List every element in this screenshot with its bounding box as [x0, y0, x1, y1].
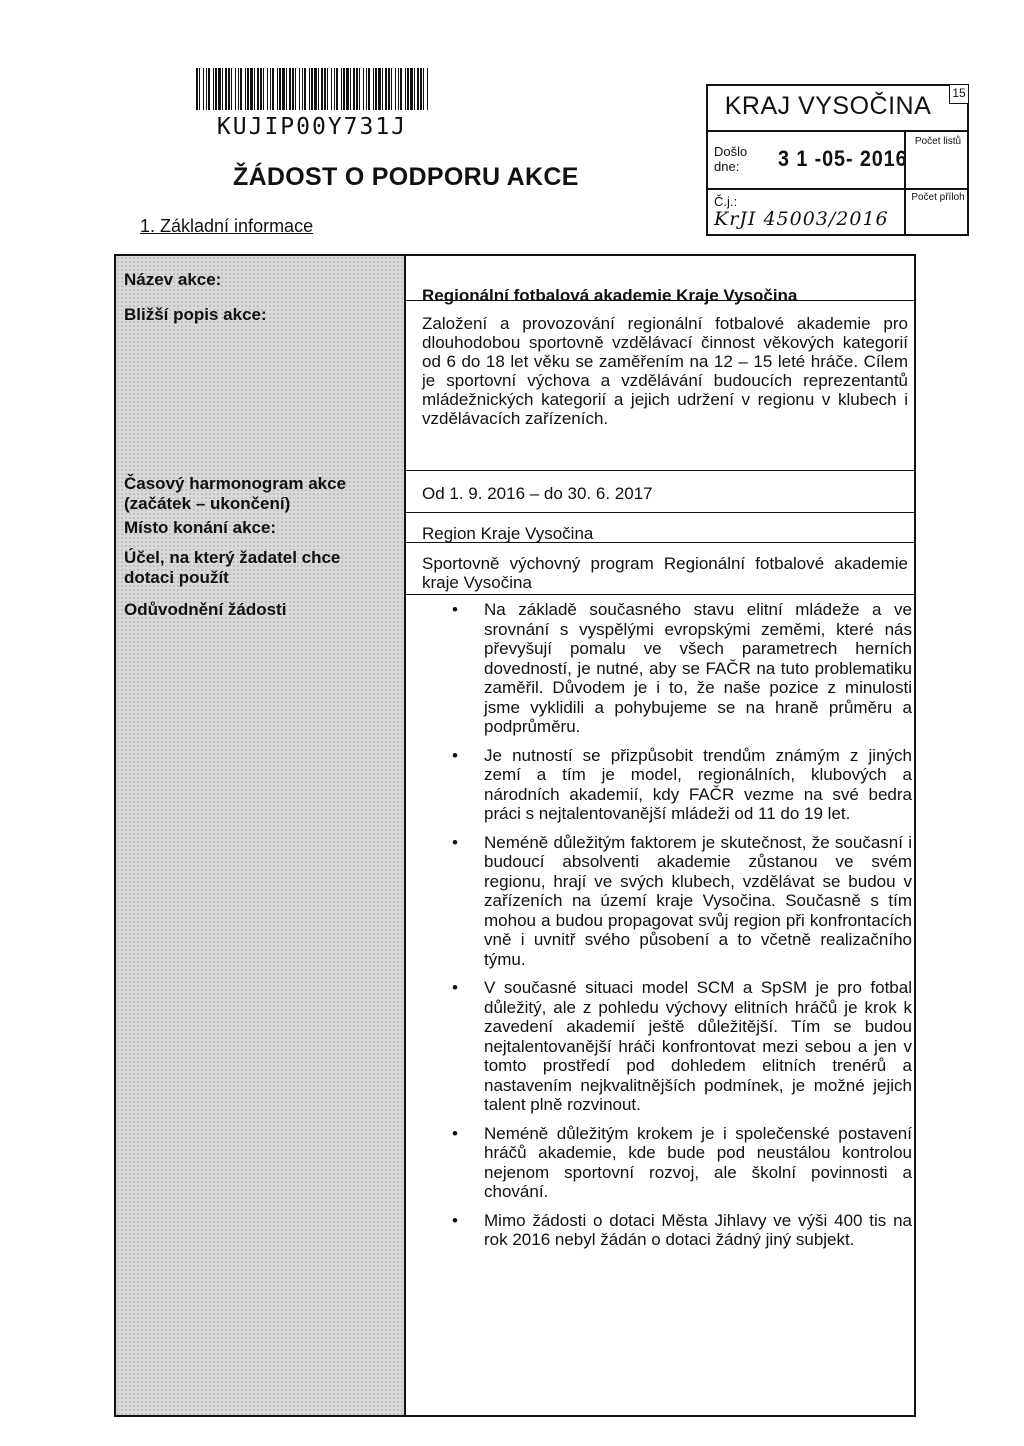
- barcode-bar: [304, 68, 306, 110]
- row-divider: [406, 512, 916, 513]
- barcode-bar: [359, 68, 360, 110]
- bullet-icon: •: [452, 1210, 458, 1230]
- label-column: [116, 256, 406, 1415]
- registry-stamp: [706, 84, 969, 236]
- justification-list: [422, 600, 912, 1259]
- schedule-value: Od 1. 9. 2016 – do 30. 6. 2017: [422, 484, 653, 503]
- barcode-bar: [414, 68, 415, 110]
- barcode-bar: [378, 68, 381, 110]
- barcode-bar: [295, 68, 296, 110]
- label-purpose: Účel, na který žadatel chce: [124, 548, 341, 567]
- list-item: • Mimo žádosti o dotaci Města Jihlavy ve výši 400 tis na rok 2016 nebyl žádán o dotaci žádný jiný subjekt.: [452, 1210, 912, 1249]
- label-event-description: Bližší popis akce:: [124, 305, 267, 324]
- barcode-bar: [314, 68, 317, 110]
- row-divider: [406, 594, 916, 595]
- barcode-bar: [324, 68, 326, 110]
- barcode-bar: [247, 68, 249, 110]
- stamp-authority: KRAJ VYSOČINA: [724, 92, 932, 120]
- barcode-bar: [427, 68, 428, 110]
- barcode-bar: [289, 68, 291, 110]
- barcode-bar: [363, 68, 364, 110]
- barcode-bar: [199, 68, 200, 110]
- barcode-bar: [311, 68, 313, 110]
- row-divider: [406, 470, 916, 471]
- barcode-bar: [334, 68, 335, 110]
- barcode-bar: [250, 68, 253, 110]
- label-justification: Odůvodnění žádosti: [124, 600, 287, 619]
- barcode-bar: [353, 68, 355, 110]
- barcode-bar: [366, 68, 367, 110]
- barcode-bar: [245, 68, 246, 110]
- stamp-sheets-label: Počet listů: [914, 136, 962, 147]
- stamp-divider: [708, 188, 967, 190]
- label-schedule: Časový harmonogram akce: [124, 474, 347, 493]
- barcode-bar: [382, 68, 383, 110]
- barcode-bar: [222, 68, 223, 110]
- barcode-bar: [405, 68, 406, 110]
- barcode-code: KUJIP00Y731J: [216, 114, 408, 140]
- barcode-bar: [240, 68, 242, 110]
- barcode-bar: [299, 68, 300, 110]
- document-title: ŽÁDOST O PODPORU AKCE: [233, 163, 579, 191]
- stamp-divider: [708, 130, 967, 132]
- barcode-bar: [417, 68, 419, 110]
- barcode-bar: [302, 68, 303, 110]
- barcode-bar: [228, 68, 230, 110]
- purpose-value: Sportovně výchovný program Regionální fotbalové akademie kraje Vysočina: [422, 554, 908, 592]
- barcode-bar: [263, 68, 264, 110]
- barcode-bar: [270, 68, 271, 110]
- stamp-ref-label: Č.j.:: [714, 194, 738, 209]
- barcode-bar: [279, 68, 281, 110]
- list-item: • Neméně důležitým faktorem je skutečnost, že současní i budoucí absolventi akademie zůstanou ve svém regionu, hrají ve svých klubech, vzdělávat se budou v zařízeních na území kraje Vysočina. Současně s tím mohou a budou propagovat svůj region při konfrontacích vně i uvnitř svého působení a to včetně realizačního týmu.: [452, 832, 912, 969]
- stamp-attachments-label: Počet příloh: [911, 192, 965, 203]
- barcode-bar: [213, 68, 214, 110]
- barcode-bar: [368, 68, 370, 110]
- barcode-bar: [341, 68, 342, 110]
- stamp-received-label: Došlo dne:: [714, 144, 748, 174]
- venue-value: Region Kraje Vysočina: [422, 524, 594, 543]
- barcode-bar: [206, 68, 207, 110]
- barcode-bar: [331, 68, 332, 110]
- barcode-bar: [420, 68, 422, 110]
- barcode-bar: [286, 68, 287, 110]
- barcode-bar: [231, 68, 232, 110]
- barcode-bar: [407, 68, 409, 110]
- list-item: • Je nutností se přizpůsobit trendům známým z jiných zemí a tím je model, regionálních, klubových a národních akademií, kdy FAČR vezme na své bedra práci s nejtalentovanější mládeži od 11 do 19 let.: [452, 745, 912, 823]
- section-heading: 1. Základní informace: [140, 216, 314, 236]
- bullet-icon: •: [452, 1123, 458, 1143]
- barcode-bar: [218, 68, 221, 110]
- barcode-bar: [321, 68, 323, 110]
- barcode-bar: [260, 68, 262, 110]
- bullet-icon: •: [452, 745, 458, 765]
- barcode-bar: [267, 68, 268, 110]
- list-item: • Neméně důležitým krokem je i společenské postavení hráčů akademie, kde bude pod neustálou kontrolou nejenom sportovní rozvoj, ale školní povinnosti a chování.: [452, 1123, 912, 1201]
- barcode-bar: [235, 68, 236, 110]
- stamp-ref-value: KrJI 45003/2016: [714, 208, 889, 230]
- barcode-bar: [385, 68, 387, 110]
- list-item: • V současné situaci model SCM a SpSM je pro fotbal důležitý, ale z pohledu výchovy elitních hráčů je krok k zavedení akademií ještě důležitější. Tím se budou nejtalentovanější hráči konfrontovat mezi sebou a jen v tomto prostředí pod dohledem elitních trenérů a nastavením nejkvalitnějších podmínek, je možné jejich talent plně rozvinout.: [452, 978, 912, 1114]
- barcode-bar: [309, 68, 310, 110]
- event-name-value: Regionální fotbalová akademie Kraje Vysočina: [422, 286, 798, 305]
- barcode-bar: [318, 68, 319, 110]
- barcode-bar: [350, 68, 351, 110]
- barcode-bar: [225, 68, 227, 110]
- barcode-bar: [215, 68, 217, 110]
- barcode-bar: [238, 68, 239, 110]
- barcode: [196, 68, 428, 110]
- barcode-bar: [196, 68, 198, 110]
- stamp-page-number: 15: [949, 84, 969, 104]
- barcode-bar: [423, 68, 424, 110]
- barcode-bar: [395, 68, 396, 110]
- barcode-bar: [375, 68, 377, 110]
- barcode-bar: [388, 68, 390, 110]
- list-item: • Na základě současného stavu elitní mládeže a ve srovnání s vyspělými evropskými zeměmi, které nás převyšují pomalu ve všech parametrech herních dovedností, je nutné, aby se FAČR na tuto problematiku zaměřil. Důvodem je i to, že naše pozice z minulosti jsme vyklidili a pohybujeme se na hraně průměru a podprůměru.: [452, 600, 912, 736]
- barcode-bar: [203, 68, 204, 110]
- application-form-table: [114, 254, 916, 1417]
- label-purpose-sub: dotaci použít: [124, 568, 229, 587]
- barcode-bar: [346, 68, 349, 110]
- barcode-bar: [272, 68, 274, 110]
- barcode-bar: [343, 68, 345, 110]
- bullet-icon: •: [452, 600, 458, 619]
- barcode-bar: [208, 68, 210, 110]
- bullet-icon: •: [452, 978, 458, 997]
- barcode-bar: [373, 68, 374, 110]
- label-event-name: Název akce:: [124, 270, 222, 289]
- barcode-bar: [410, 68, 413, 110]
- bullet-icon: •: [452, 832, 458, 852]
- label-venue: Místo konání akce:: [124, 518, 277, 537]
- barcode-bar: [277, 68, 278, 110]
- barcode-bar: [254, 68, 255, 110]
- barcode-bar: [391, 68, 392, 110]
- barcode-bar: [257, 68, 259, 110]
- barcode-bar: [398, 68, 399, 110]
- stamp-received-date: 3 1 -05- 2016: [778, 146, 908, 171]
- barcode-bar: [400, 68, 402, 110]
- label-schedule-sub: (začátek – ukončení): [124, 494, 291, 513]
- barcode-bar: [327, 68, 328, 110]
- barcode-bar: [356, 68, 358, 110]
- barcode-bar: [292, 68, 294, 110]
- barcode-bar: [282, 68, 285, 110]
- event-description-value: Založení a provozování regionální fotbalové akademie pro dlouhodobou sportovně vzdělávací činnost věkových kategorií od 6 do 18 let věku se zaměřením na 12 – 15 leté hráče. Cílem je sportovní výchova a vzdělávání budoucích reprezentantů mládežnických kategorií a jejich udržení v regionu v klubech i vzdělávacích zařízeních.: [422, 314, 908, 428]
- barcode-bar: [336, 68, 338, 110]
